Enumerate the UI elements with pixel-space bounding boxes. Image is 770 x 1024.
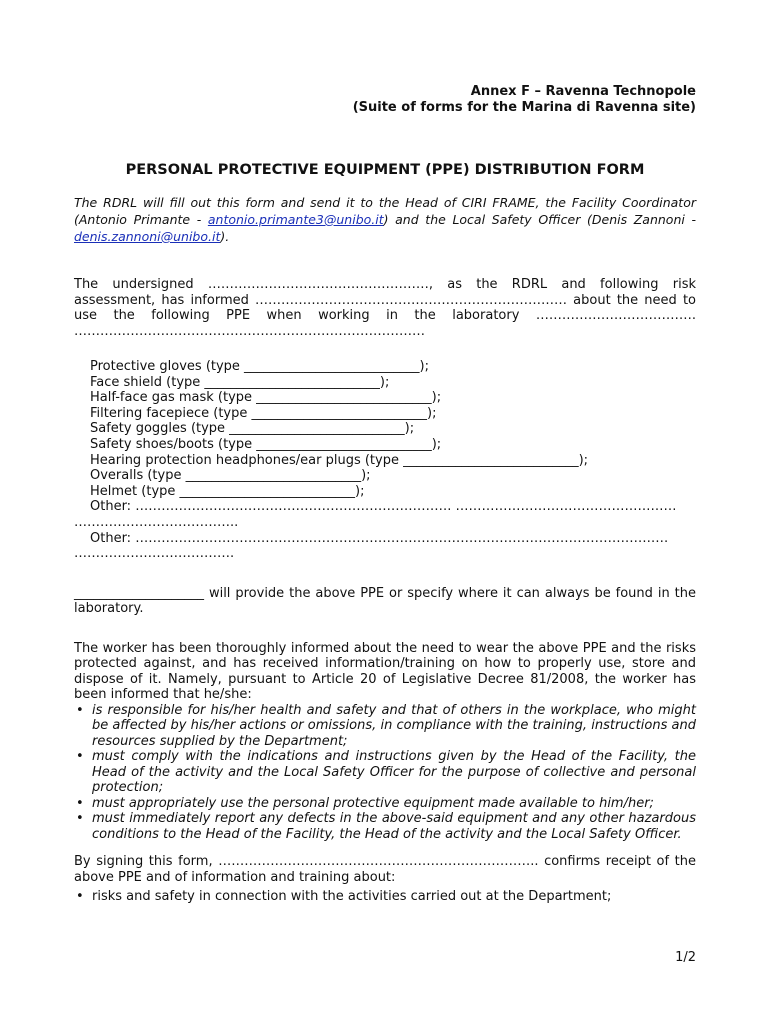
signing-paragraph: By signing this form, ……………………………………………………………….. confirms receipt of the above PPE and of information and training about: [74, 854, 696, 885]
intro-text-3: ). [220, 229, 230, 244]
ppe-item[interactable] [74, 453, 696, 469]
other-line-2: ……………………………….. [74, 514, 239, 530]
intro-paragraph [74, 194, 696, 245]
ppe-other-continuation [74, 515, 696, 531]
email-link-primante[interactable]: antonio.primante3@unibo.it [207, 212, 384, 227]
email-link-zannoni[interactable]: denis.zannoni@unibo.it [74, 229, 221, 244]
topics-list [74, 889, 696, 905]
annex-line: Annex F – Ravenna Technopole [470, 84, 696, 99]
ppe-item-label: Safety shoes/boots (type ___________________________); [90, 436, 442, 452]
ppe-item-label: Hearing protection headphones/ear plugs (type ___________________________); [90, 452, 589, 468]
other-line-1: Other: …………………………………………………………………………………………………………… [90, 530, 669, 546]
suite-line: (Suite of forms for the Marina di Ravenna site) [352, 100, 696, 115]
ppe-item-label: Half-face gas mask (type ___________________________); [90, 390, 442, 406]
ppe-item[interactable] [74, 421, 696, 437]
informed-paragraph: The worker has been thoroughly informed about the need to wear the above PPE and the risks protected against, and has received information/training on how to properly use, store and dispose of it. Namely, pursuant to Article 20 of Legislative Decree 81/2008, the worker has been informed that he/she: [74, 640, 696, 703]
annex-header [74, 84, 696, 116]
undersigned-paragraph: The undersigned ……………………………………………, as the RDRL and following risk assessment, has informed ……………………………………………………………… about the need to use the following PPE when working in the laboratory ………………………………. ……………………………………………………………………… [74, 277, 696, 339]
topic-item: • risks and safety in connection with the activities carried out at the Department; [74, 889, 696, 905]
page-number: 1/2 [675, 950, 696, 965]
ppe-other-item[interactable] [74, 499, 696, 515]
duty-item: • must appropriately use the personal protective equipment made available to him/her; [74, 796, 696, 812]
provider-paragraph: ____________________ will provide the above PPE or specify where it can always be found in the laboratory. [74, 585, 696, 617]
duty-item: • must immediately report any defects in the above-said equipment and any other hazardous conditions to the Head of the Facility, the Head of the activity and the Local Safety Officer. [74, 811, 696, 842]
ppe-item-label: Safety goggles (type ___________________________); [90, 421, 415, 437]
ppe-item[interactable] [74, 406, 696, 422]
ppe-item-label: Face shield (type ___________________________); [90, 374, 390, 390]
ppe-checklist [74, 359, 696, 562]
ppe-other-continuation [74, 546, 696, 562]
intro-text-2: ) and the Local Safety Officer (Denis Zannoni - [383, 212, 696, 227]
other-line-2: ………………………………. [74, 546, 235, 562]
other-line-1: Other: ………………………………………………………………. …………………………………………… [90, 499, 677, 515]
intro-text-1: The RDRL will fill out this form and send it to the Head of CIRI FRAME, the Facility Coordinator (Antonio Primante - [74, 195, 696, 227]
document-page [74, 84, 696, 905]
duties-list [74, 703, 696, 843]
ppe-item-label: Overalls (type ___________________________); [90, 468, 371, 484]
ppe-item[interactable] [74, 484, 696, 500]
ppe-item-label: Filtering facepiece (type ___________________________); [90, 405, 437, 421]
ppe-item[interactable] [74, 468, 696, 484]
ppe-item[interactable] [74, 375, 696, 391]
form-title: PERSONAL PROTECTIVE EQUIPMENT (PPE) DISTRIBUTION FORM [125, 162, 645, 178]
duty-item: • must comply with the indications and instructions given by the Head of the Facility, the Head of the activity and the Local Safety Officer for the purpose of collective and personal protection; [74, 749, 696, 796]
ppe-item[interactable] [74, 359, 696, 375]
ppe-item[interactable] [74, 390, 696, 406]
duty-item: • is responsible for his/her health and safety and that of others in the workplace, who might be affected by his/her actions or omissions, in compliance with the training, instructions and resources supplied by the Department; [74, 703, 696, 750]
ppe-item-label: Helmet (type ___________________________); [90, 483, 365, 499]
ppe-item-label: Protective gloves (type ___________________________); [90, 359, 430, 374]
ppe-item[interactable] [74, 437, 696, 453]
ppe-other-item[interactable] [74, 531, 696, 547]
